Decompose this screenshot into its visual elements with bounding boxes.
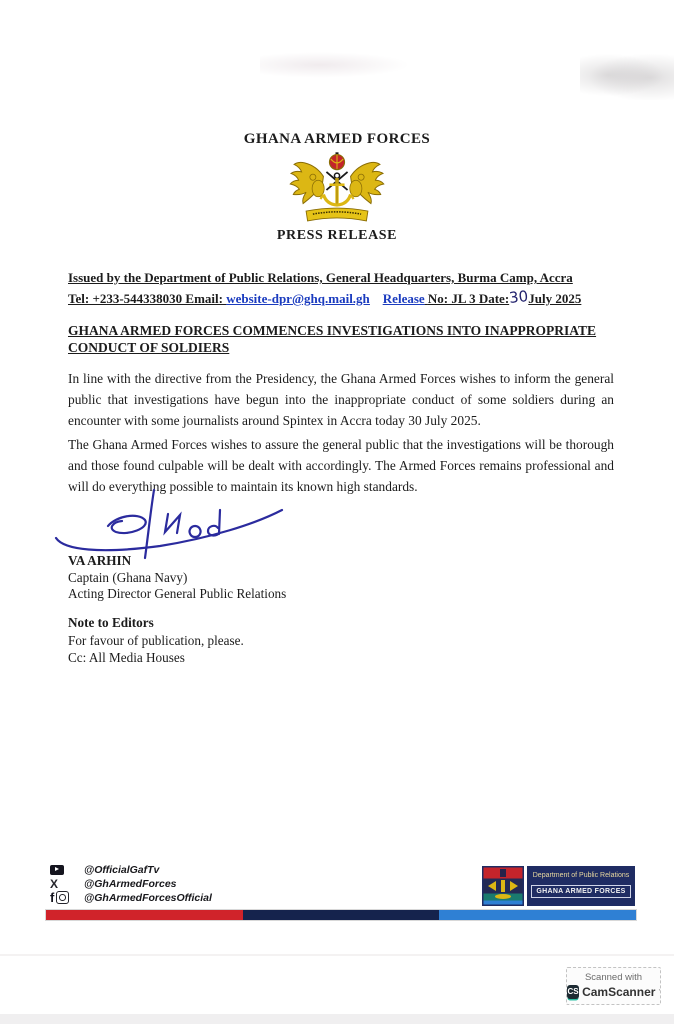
note-line2: Cc: All Media Houses [68, 650, 185, 665]
doc-type-heading: PRESS RELEASE [276, 228, 398, 243]
handwritten-signature [50, 488, 300, 560]
scan-edge-line [0, 954, 674, 956]
x-icon: X [50, 876, 59, 891]
note-heading: Note to Editors [68, 615, 154, 630]
footer-tricolor-stripe [45, 909, 637, 921]
stripe-blue-segment [439, 910, 636, 920]
social-handles [50, 863, 212, 905]
camscanner-trademark-mark: ’ [658, 988, 660, 996]
social-row-youtube [50, 863, 212, 876]
body-paragraph-2: The Ghana Armed Forces wishes to assure the general public that the investigations will be thorough and those found culpable will be dealt with accordingly. The Armed Forces remains professional and will do everything possible to maintain its known high standards. [68, 437, 614, 494]
camscanner-watermark-badge [566, 967, 661, 1005]
social-row-x [50, 877, 212, 890]
youtube-handle: @OfficialGafTv [84, 863, 160, 876]
dept-of-public-relations-box [527, 866, 635, 906]
scan-bottom-strip [0, 1014, 674, 1024]
release-word: Release [382, 291, 425, 306]
headline-line2: CONDUCT OF SOLDIERS [68, 340, 230, 355]
email-address: website-dpr@ghq.mail.gh [226, 291, 370, 306]
footer-logo-block [482, 866, 635, 906]
issued-line1: Issued by the Department of Public Relations, General Headquarters, Burma Camp, Accra [68, 270, 573, 285]
release-no-date-label: No: JL 3 Date: [427, 291, 510, 306]
stripe-red-segment [46, 910, 243, 920]
signatory-title: Acting Director General Public Relations [68, 586, 287, 601]
issued-line2 [68, 288, 614, 309]
dept-box-line1: Department of Public Relations [532, 872, 630, 879]
note-line1: For favour of publication, please. [68, 632, 244, 648]
footer-crest-icon [482, 866, 524, 906]
facebook-icon: f [50, 890, 55, 905]
social-row-facebook-instagram [50, 891, 212, 904]
press-release-headline [68, 322, 614, 356]
date-rest: July 2025 [528, 291, 582, 306]
handwritten-date-day: 30 [508, 287, 530, 307]
scan-smudge [580, 50, 674, 100]
camscanner-scanned-with-label: Scanned with [584, 972, 643, 983]
x-handle: @GhArmedForces [84, 877, 177, 890]
issued-by-block [68, 268, 614, 309]
headline-line1: GHANA ARMED FORCES COMMENCES INVESTIGATIONS INTO INAPPROPRIATE [68, 323, 597, 338]
youtube-icon [50, 865, 64, 875]
camscanner-brand-row [567, 985, 660, 999]
org-title: GHANA ARMED FORCES [243, 131, 431, 147]
ghana-armed-forces-crest-icon [288, 151, 386, 229]
body-paragraph-1: In line with the directive from the Presidency, the Ghana Armed Forces wishes to inform the general public that investigations have begun into the inappropriate conduct of some soldiers during an encounter with some journalists around Spintex in Accra today 30 July 2025. [68, 371, 614, 428]
dept-box-line2: GHANA ARMED FORCES [531, 885, 630, 898]
camscanner-app-name: CamScanner [582, 985, 656, 999]
facebook-instagram-handle: @GhArmedForcesOfficial [84, 891, 212, 904]
signatory-rank: Captain (Ghana Navy) [68, 569, 188, 585]
instagram-icon [56, 891, 69, 904]
tel-email-label: Tel: +233-544338030 Email: [68, 291, 223, 306]
note-to-editors-block [68, 614, 244, 667]
signatory-block [68, 553, 286, 603]
stripe-navy-segment [243, 910, 440, 920]
camscanner-cs-icon: CS [567, 985, 579, 999]
signatory-name: VA ARHIN [68, 553, 132, 568]
scan-smudge [260, 52, 410, 78]
